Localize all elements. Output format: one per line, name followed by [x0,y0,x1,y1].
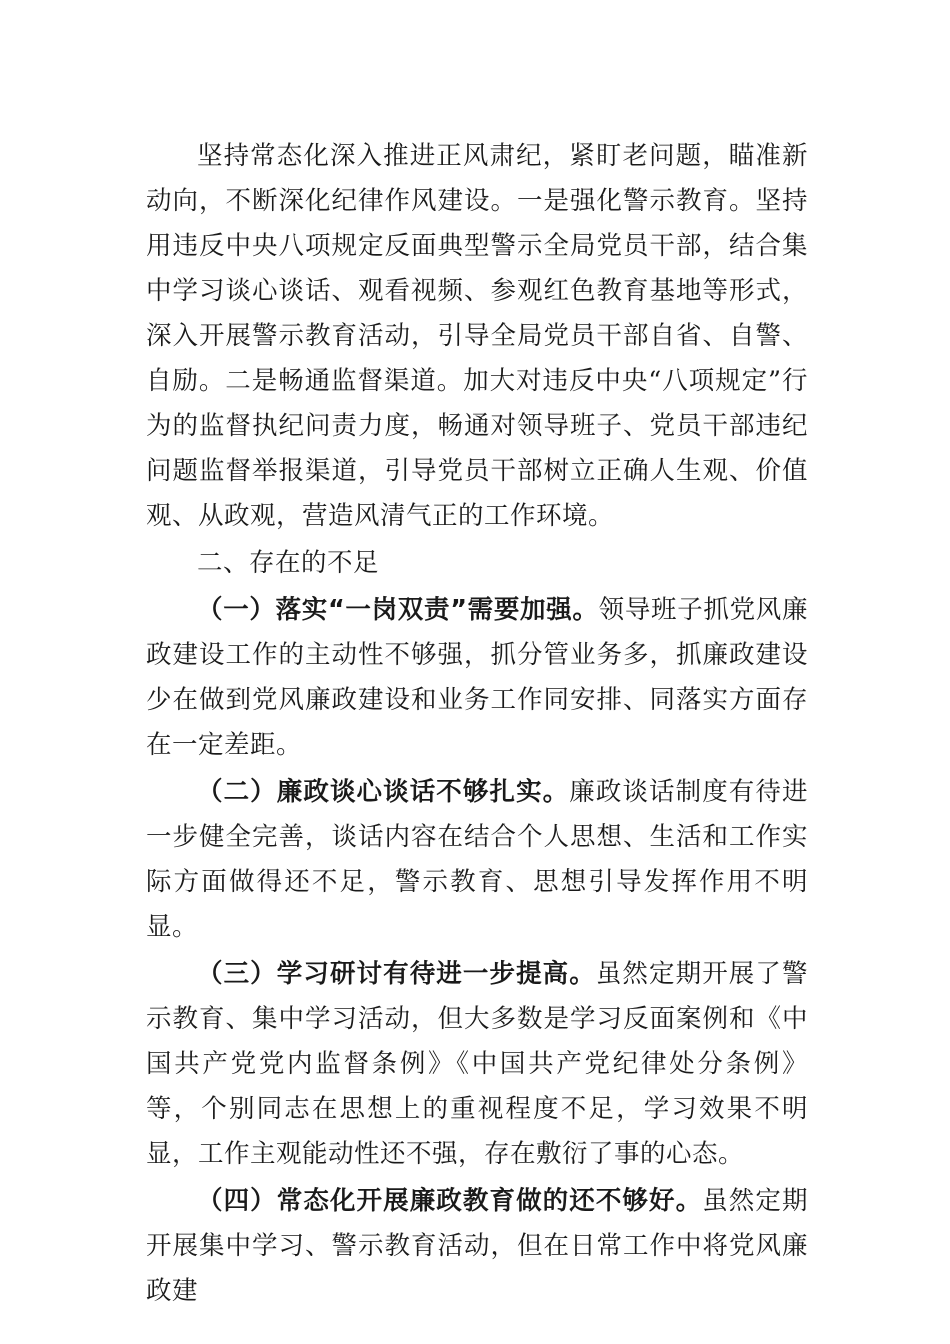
shortcoming-item-4 [146,1179,808,1314]
item-body: 虽然定期开展了警示教育、集中学习活动，但大多数是学习反面案例和《中国共产党党内监督条例》《中国共产党纪律处分条例》等，个别同志在思想上的重视程度不足，学习效果不明显，工作主观能动性还不强，存在敷衍了事的心态。 [146,959,808,1169]
shortcoming-item-2 [146,770,808,950]
item-body: 领导班子抓党风廉政建设工作的主动性不够强，抓分管业务多，抓廉政建设少在做到党风廉政建设和业务工作同安排、同落实方面存在一定差距。 [146,595,808,760]
paragraph-discipline-measures: 坚持常态化深入推进正风肃纪，紧盯老问题，瞄准新动向，不断深化纪律作风建设。一是强化警示教育。坚持用违反中央八项规定反面典型警示全局党员干部，结合集中学习谈心谈话、观看视频、参观红色教育基地等形式，深入开展警示教育活动，引导全局党员干部自省、自警、自励。二是畅通监督渠道。加大对违反中央“八项规定”行为的监督执纪问责力度，畅通对领导班子、党员干部违纪问题监督举报渠道，引导党员干部树立正确人生观、价值观、从政观，营造风清气正的工作环境。 [146,141,808,531]
shortcoming-item-1 [146,588,808,768]
item-body: 虽然定期开展集中学习、警示教育活动，但在日常工作中将党风廉政建 [146,1186,808,1306]
item-lead: （二）廉政谈心谈话不够扎实。 [197,777,570,807]
item-lead: （一）落实“一岗双责”需要加强。 [197,595,599,625]
document-body [146,134,808,1316]
section-heading-shortcomings: 二、存在的不足 [197,548,380,578]
item-lead: （三）学习研讨有待进一步提高。 [197,959,596,989]
shortcoming-item-3 [146,952,808,1177]
item-lead: （四）常态化开展廉政教育做的还不够好。 [197,1186,703,1216]
item-body: 廉政谈话制度有待进一步健全完善，谈话内容在结合个人思想、生活和工作实际方面做得还不足，警示教育、思想引导发挥作用不明显。 [146,777,808,942]
